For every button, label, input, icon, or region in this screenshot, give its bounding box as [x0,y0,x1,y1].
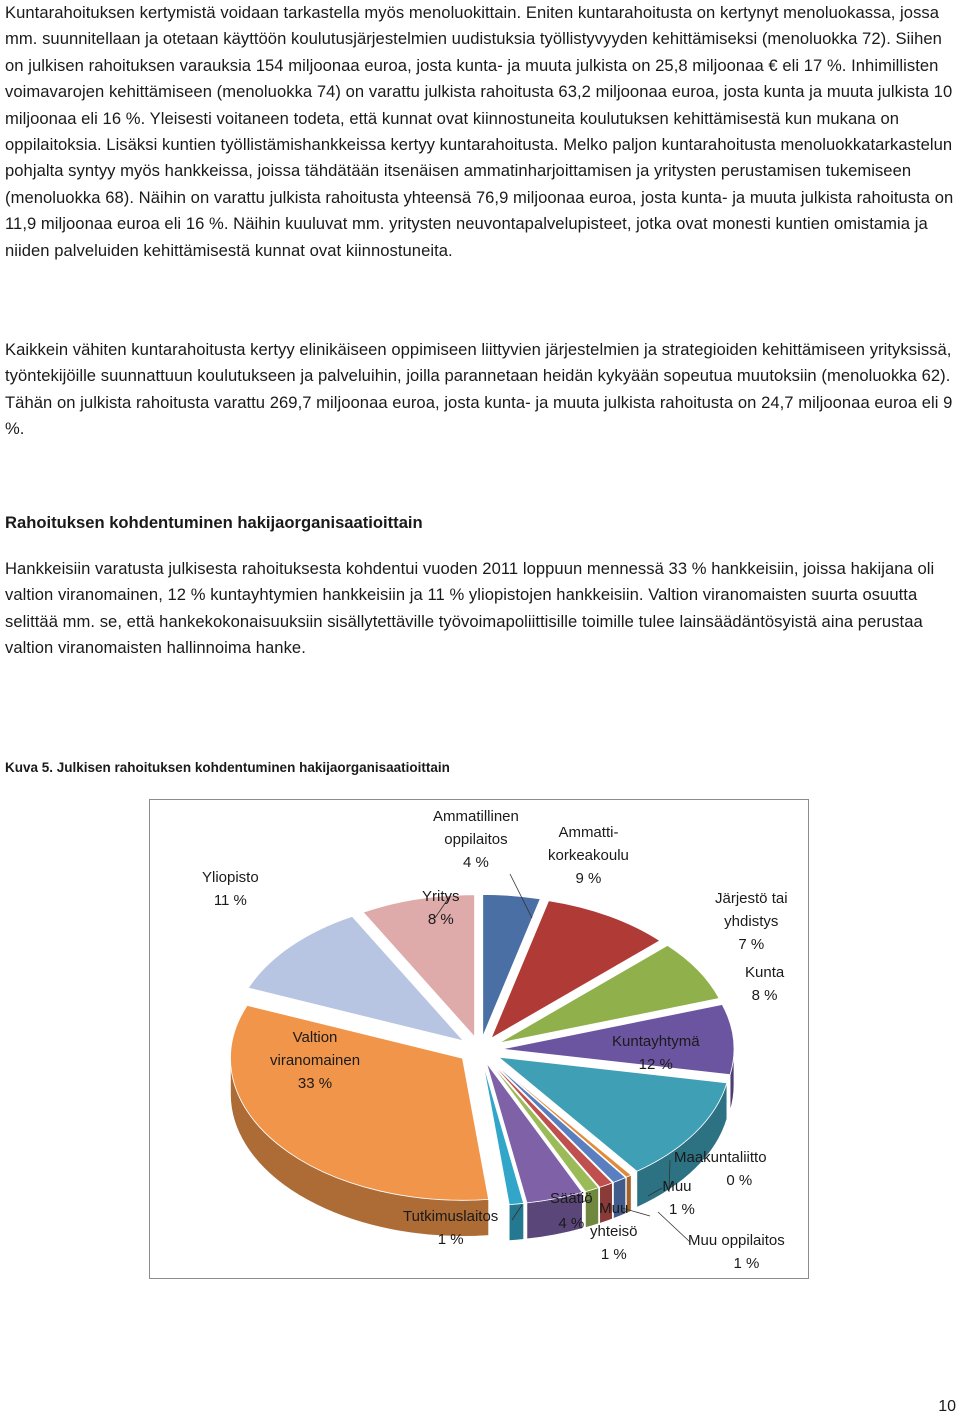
label-line: 1 % [437,1231,464,1248]
label-line: Säätiö [550,1190,593,1207]
label-kuntayhtyma [612,1030,700,1076]
label-tutkimuslaitos [403,1205,498,1251]
paragraph-hakijaorganisaatiot: Hankkeisiin varatusta julkisesta rahoituksesta kohdentui vuoden 2011 loppuun mennessä 33 % hankkeisiin, joissa hakijana oli valtion viranomainen, 12 % kuntayhtymien hankkeisiin ja 11 % yliopistojen hankkeisiin. Valtion viranomaisten suurta osuutta selittää mm. se, että hankekokonaisuuksiin sisällytettäville työvoimapoliittisille toimille tulee lainsäädäntösyistä aina perustaa valtion viranomaisten hallinnoima hanke. [5,559,935,658]
label-line: Yliopisto [202,869,259,886]
label-line: Kunta [745,964,785,981]
label-line: Muu oppilaitos [688,1232,785,1249]
page-number: 10 [938,1398,956,1415]
label-line: 33 % [297,1075,333,1092]
label-line: Tutkimuslaitos [403,1208,499,1225]
label-ammattikorkeakoulu [548,821,629,890]
label-valtion-viranomainen [270,1026,360,1095]
label-line: viranomainen [270,1052,361,1069]
label-line: Maakuntaliitto [674,1149,767,1166]
label-yritys [422,885,460,931]
label-line: Valtion [292,1029,338,1046]
label-line: 1 % [600,1246,627,1263]
label-line: yhdistys [724,913,779,930]
paragraph-vahiten: Kaikkein vähiten kuntarahoitusta kertyy elinikäiseen oppimiseen liittyvien järjestelmien ja strategioiden kehittämiseen yrityksissä, työntekijöille suunnattuun koulutukseen ja palveluihin, joilla parannetaan heidän kykyään sopeutua muutoksiin (menoluokka 62). Tähän on julkista rahoitusta varattu 269,7 miljoonaa euroa, josta kunta- ja muuta julkista rahoitusta on 24,7 miljoonaa euroa eli 9 %. [5,340,953,439]
label-jarjesto [715,887,788,956]
paragraph-kuntarahoitus: Kuntarahoituksen kertymistä voidaan tarkastella myös menoluokittain. Eniten kuntarahoitusta on kertynyt menoluokassa, jossa mm. suunnitellaan ja otetaan käyttöön koulutusjärjestelmien uudistuksia työllistyvyyden kehittämiseksi (menoluokka 72). Siihen on julkisen rahoituksen varauksia 154 miljoonaa euroa, josta kunta- ja muuta julkista on 25,8 miljoonaa € eli 17 %. Inhimillisten voimavarojen kehittämiseen (menoluokka 74) on varattu julkista rahoitusta 63,2 miljoonaa euroa, josta kunta ja muuta julkista 10 miljoonaa eli 16 %. Yleisesti voitaneen todeta, että kunnat ovat kiinnostuneita koulutuksen kehittämisestä kun mukana on oppilaitoksia. Lisäksi kuntien työllistämishankkeissa kertyy kuntarahoitusta. Melko paljon kuntarahoitusta menoluokkatarkastelun pohjalta syntyy myös hankkeissa, joissa tähdätään itsenäisen ammatinharjoittamisen ja yritysten perustamisen tukemiseen (menoluokka 68). Näihin on varattu julkista rahoitusta yhteensä 76,9 miljoonaa euroa, josta kunta- ja muuta julkista rahoitusta on 11,9 miljoonaa euroa eli 16 %. Näihin kuuluvat mm. yritysten neuvontapalvelupisteet, jotka ovat monesti kuntien omistamia ja niiden palveluiden kehittämisestä kunnat ovat kiinnostuneita. [5,3,954,260]
label-ammatillinen-oppilaitos [433,805,519,874]
label-line: Muu [662,1178,692,1195]
label-muu [659,1175,695,1221]
label-yliopisto [202,866,259,912]
label-line: 8 % [751,987,778,1004]
label-line: Kuntayhtymä [612,1033,700,1050]
label-saatio [550,1187,593,1235]
pie-chart [149,799,809,1279]
figure-caption: Kuva 5. Julkisen rahoituksen kohdentuminen hakijaorganisaatioittain [5,760,450,775]
label-line: Yritys [422,888,460,905]
label-line: 11 % [213,892,247,909]
label-line: 12 % [638,1056,673,1073]
label-line: 0 % [726,1172,753,1189]
label-line: 4 % [463,854,489,871]
label-line: 7 % [738,936,765,953]
label-muu-oppilaitos [688,1229,785,1275]
label-line: 1 % [733,1255,760,1272]
label-line: korkeakoulu [548,847,629,864]
label-line: yhteisö [590,1223,638,1240]
label-line: Muu [599,1200,629,1217]
label-line: 9 % [575,870,602,887]
label-muu-yhteiso [590,1197,638,1266]
label-line: Ammatti- [558,824,619,841]
label-line: 4 % [558,1215,585,1232]
label-line: 8 % [427,911,454,928]
label-kunta [745,961,784,1007]
pie-slice-side [509,1203,523,1240]
label-line: oppilaitos [444,831,508,848]
label-line: 1 % [669,1201,695,1218]
label-line: Järjestö tai [715,890,788,907]
section-heading: Rahoituksen kohdentuminen hakijaorganisaatioittain [5,513,423,532]
label-line: Ammatillinen [433,808,519,825]
